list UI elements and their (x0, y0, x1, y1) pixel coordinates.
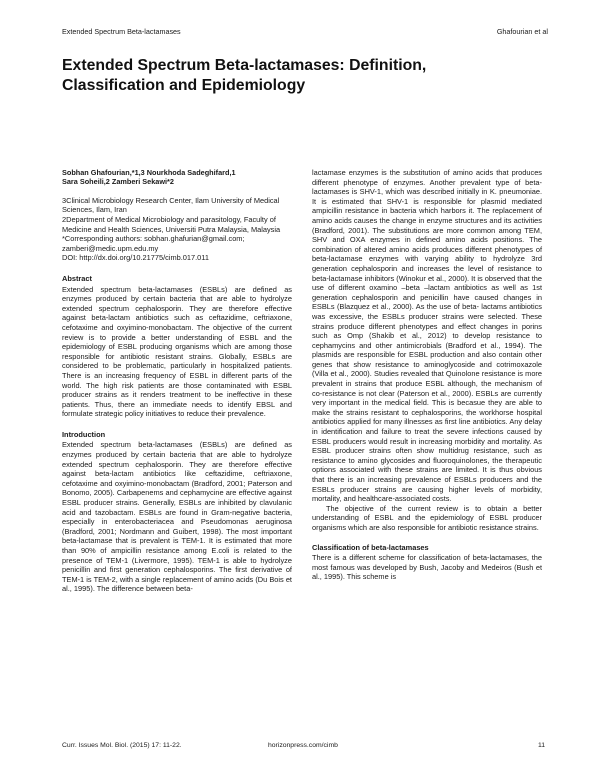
article-title: Extended Spectrum Beta-lactamases: Definition, Classification and Epidemiology (62, 57, 427, 94)
footer-website[interactable]: horizonpress.com/cimb (268, 742, 338, 749)
body-paragraph-2: The objective of the current review is to obtain a better understanding of ESBL and the epidemiology of ESBL producer organisms which are also responsible for antibiotic resistance strains. (312, 503, 542, 532)
author-list (62, 168, 292, 187)
right-column (312, 168, 542, 582)
classification-heading: Classification of beta-lactamases (312, 542, 429, 552)
running-header-left: Extended Spectrum Beta-lactamases (62, 27, 181, 36)
introduction-text: Extended spectrum beta-lactamases (ESBLs) are defined as enzymes produced by certain bacteria that are able to hydrolyze extended spectrum cephalosporin. They are therefore effective against beta-lactam antibiotics like ceftazidime, ceftriaxone, cefotaxime and oxyimino-monobactam (Bradford, 2001; Paterson and Bonomo, 2005). Carbapenems and cephamycine are effective against ESBL producer strains. Generally, ESBLs are inhibited by clavulanic acid and tazobactam. ESBLs are found in Gram-negative bacteria, especially in enterobacteriacea and Pseudomonas aeruginosa (Bradford, 2001; Nordmann and Guibert, 1998). The most important beta-lactamase that is prevalent is TEM-1. It is estimated that more than 90% of ampicillin resistance among E.coli is related to the presence of TEM-1 (Livermore, 1995). TEM-1 is able to hydrolyze penicillin and first generation cephalosporins. The first derivative of TEM-1 is TEM-2, with a single replacement of amino acids (Du Bois et al., 1995). The difference between beta- (62, 440, 292, 594)
body-paragraph-3: There is a different scheme for classification of beta-lactamases, the most famous was developed by Bush, Jacoby and Medeiros (Bush et al., 1995). This scheme is (312, 553, 542, 582)
footer-citation: Curr. Issues Mol. Biol. (2015) 17: 11-22. (62, 742, 182, 749)
page-number: 11 (537, 742, 545, 749)
doi-link[interactable]: DOI: http://dx.doi.org/10.21775/cimb.017.011 (62, 253, 209, 263)
introduction-heading: Introduction (62, 429, 106, 439)
running-header-right: Ghafourian et al (496, 27, 548, 36)
affiliation-2: 2Department of Medical Microbiology and parasitology, Faculty of Medicine and Health Sciences, Universiti Putra Malaysia, Malaysia (62, 215, 281, 234)
author-line-1: Sobhan Ghafourian,*1,3 Nourkhoda Sadeghifard,1 (62, 168, 236, 177)
affiliation-1: 3Clinical Microbiology Research Center, Ilam University of Medical Sciences, Ilam, Iran (62, 195, 280, 215)
abstract-heading: Abstract (62, 273, 92, 283)
author-line-2: Sara Soheili,2 Zamberi Sekawi*2 (62, 177, 174, 187)
left-column (62, 168, 292, 594)
affiliations (62, 196, 292, 263)
body-paragraph-1: lactamase enzymes is the substitution of amino acids that produces different phenotype of enzymes. Another prevalent type of beta- lactamases is SHV-1, which was described initially in K. pneumoniae. It is estimated that SHV-1 is responsible for plasmid mediated ampicillin resistance in bacteria which harbors it. The replacement of amino acids causes the change in enzyme structures and its activities (Bradford, 2001). The substitutions are more common among TEM, SHV and OXA enzymes in defined amino acids positions. The combination of altered amino acids produces different phenotypes of beta-lactamase enzymes with varying ability to hydrolyze 3rd generation cephalosporin and increases the level of resistance to beta-lactamase inhibitors (Winokur et al., 2000). It is observed that the use of different oxamino –beta –lactam antibiotics as well as 1st generation cephalosporin and penicillin have caused changes in ESBLs (Blazquez et al., 2000). As the use of beta- lactams antibiotics was excessive, the ESBLs producer strains were selected. These strains produce different phenotypes and effect changes in porins such as Omp (Shakib et al., 2012) to develop resistance to cephamycins and other antimicrobials (Bradford et al., 1994). The plasmids are responsible for ESBL production and also contain other genes that show resistance to aminoglycoside and cotrimoxazole (Villa et al., 2000). Studies revealed that Quinolone resistance is more prevalent in strains that produce ESBL although, the mechanism of co-resistance is not clear (Paterson et al., 2000). ESBLs are currently very important in the medical field. This is becasue they are able to make the strains resistant to cephalosporins, the workhorse hospital antibiotics applied for many illnesses as first line antibiotics. Any delay in identification and failure to treat the severe infections caused by ESBL producers would result in increasing morbidity and mortality. As ESBL producer strains often show multidrug resistance, such as resistance to amino glycosides and fluoroquinolones, the therapeutic options associated with these strains are limited. It is thus obvious that there is an increasing prevalence of ESBLs producers and the ESBLs producer strains are causing higher levels of morbidity, mortality, and healthcare-associated costs. (312, 168, 542, 504)
corresponding-author: *Corresponding authors: sobhan.ghafurian@gmail.com; zamberi@medic.upm.edu.my (62, 234, 245, 253)
abstract-text: Extended spectrum beta-lactamases (ESBLs) are defined as enzymes produced by certain bacteria that are able to hydrolyze extended spectrum cephalosporin. They are therefore effective against beta-lactam antibiotics such as ceftazidime, ceftriaxone, cefotaxime and oxyimino-monobactam. The objective of the current review is to provide a better understanding of ESBL and the epidemiology of ESBL producing organisms which are among those responsible for antibiotic resistant strains. Globally, ESBLs are considered to be problematic, particularly in hospitalized patients. There is an increasing frequency of ESBL in different parts of the world. The high risk patients are those contaminated with ESBL producer strains as it renders treatment to be ineffective in these patients. Thus, there an immediate needs to identify EBSL and formulate strategic policy initiatives to reduce their prevalence. (62, 284, 292, 419)
